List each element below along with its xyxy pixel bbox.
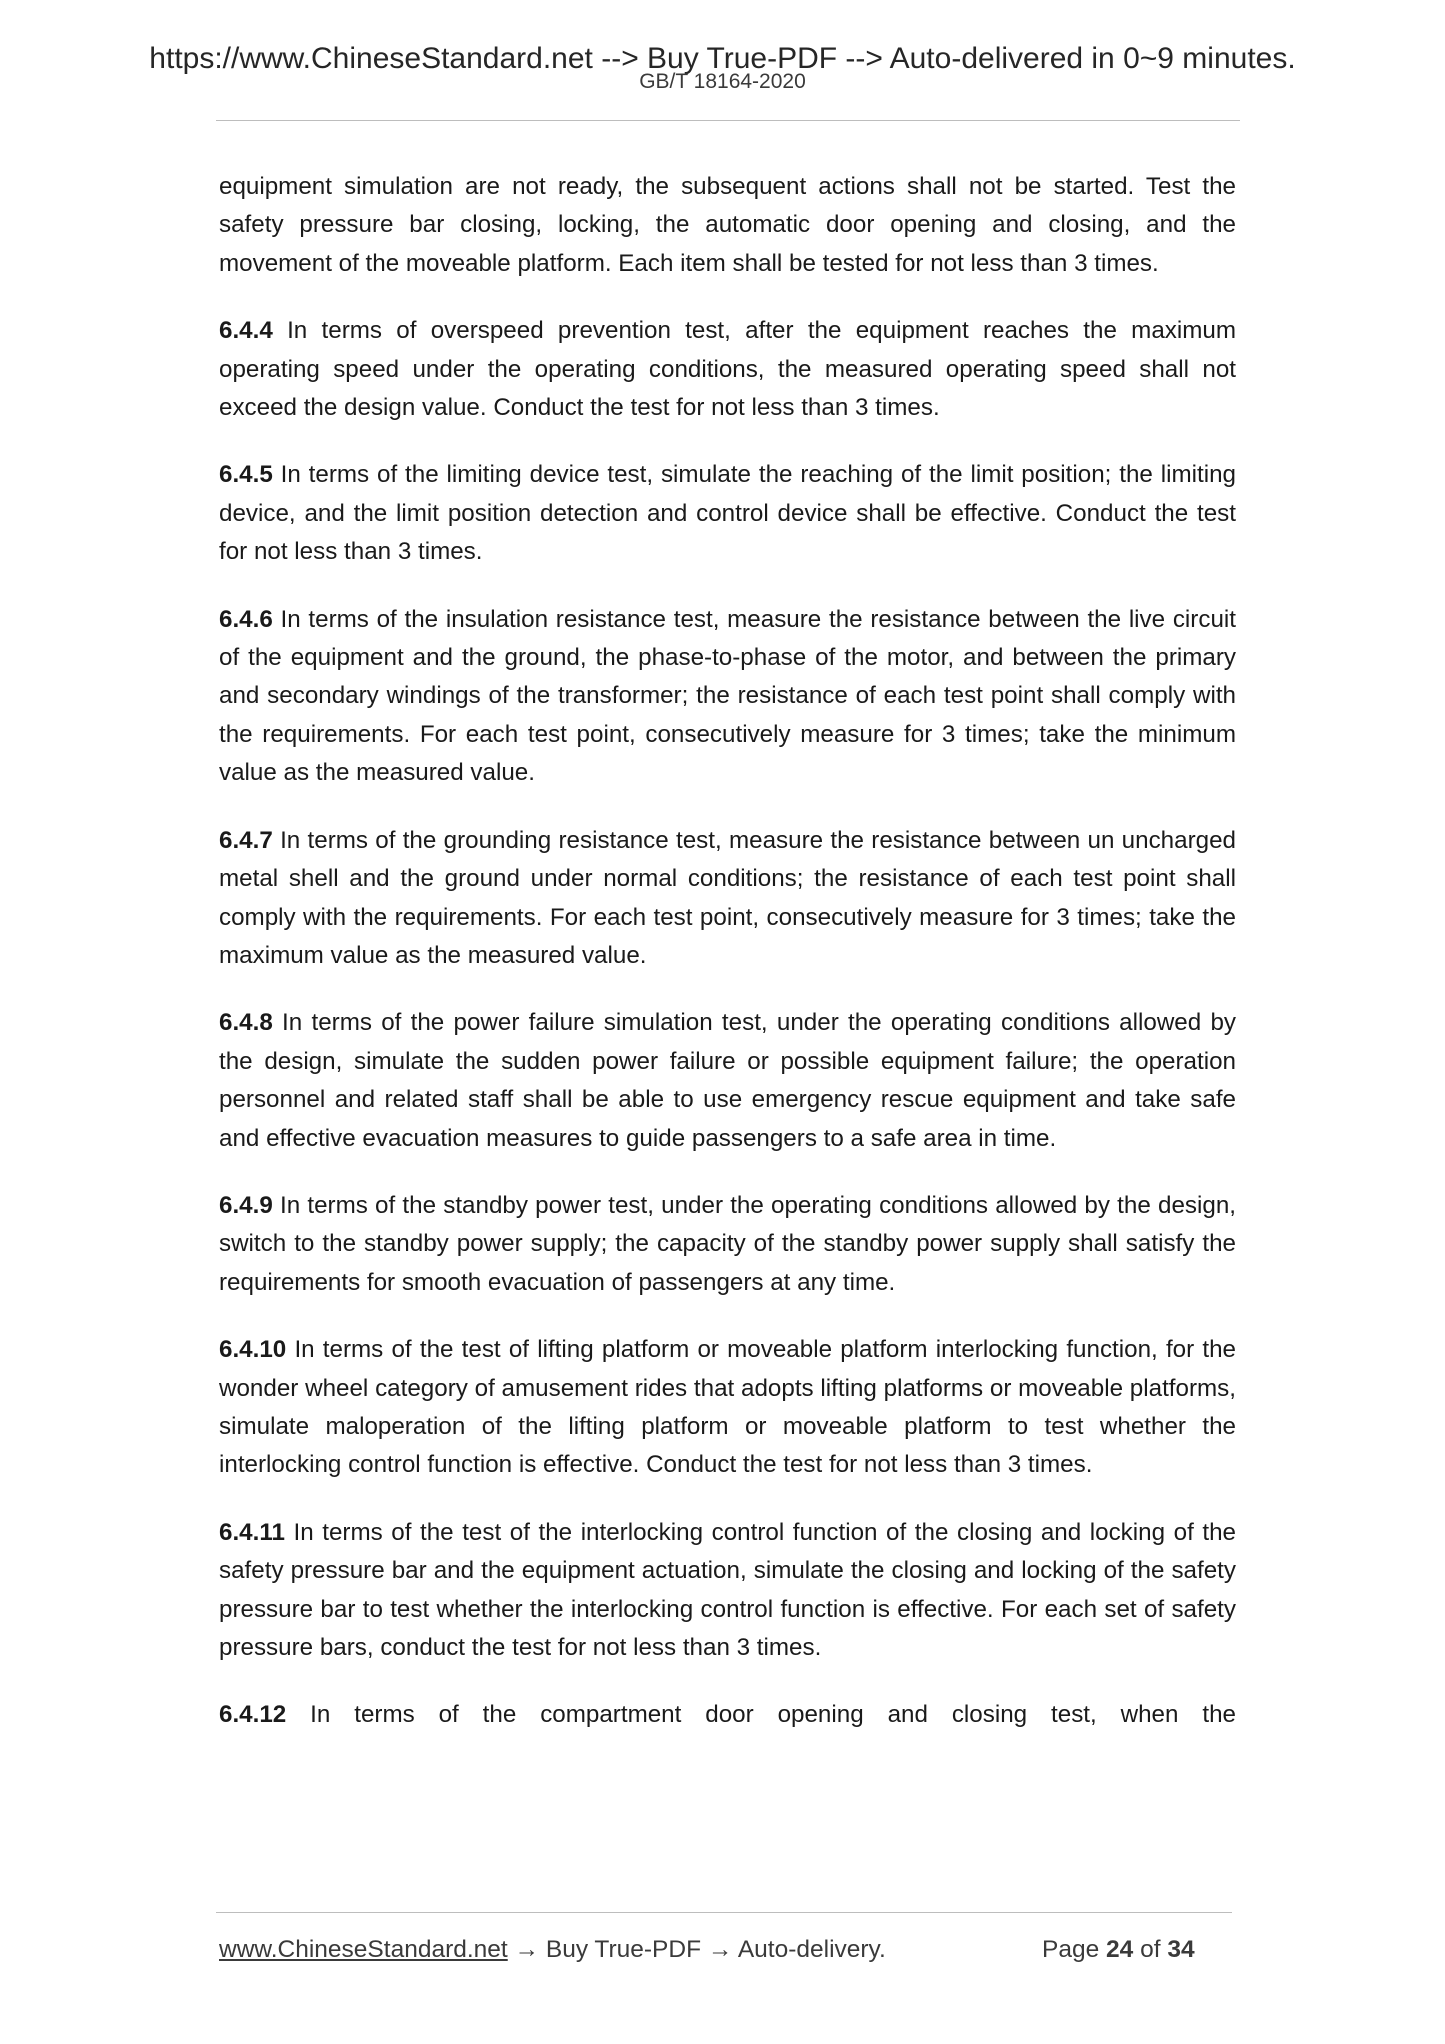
clause-number: 6.4.7 xyxy=(219,826,273,854)
clause-number: 6.4.10 xyxy=(219,1336,287,1364)
footer-source xyxy=(219,1935,886,1965)
clause-text: In terms of the test of the interlocking control function of the closing and locking of the safety pressure bar and the equipment actuation, simulate the closing and locking of the safety pressure bar to test whether the interlocking control function is effective. For each set of safety pressure bars, conduct the test for not less than 3 times. xyxy=(219,1518,1236,1661)
clause-number: 6.4.9 xyxy=(219,1191,273,1219)
paragraph-text: equipment simulation are not ready, the subsequent actions shall not be started. Test the safety pressure bar closing, locking, the automatic door opening and closing, and the movement of the moveable platform. Each item shall be tested for not less than 3 times. xyxy=(219,173,1236,277)
clause-6-4-4 xyxy=(219,312,1236,427)
footer-website-link[interactable]: www.ChineseStandard.net xyxy=(219,1936,508,1963)
clause-6-4-12 xyxy=(219,1696,1236,1734)
clause-6-4-8 xyxy=(219,1004,1236,1158)
source-banner: https://www.ChineseStandard.net --> Buy True-PDF --> Auto-delivered in 0~9 minutes. xyxy=(149,42,1296,75)
clause-6-4-7 xyxy=(219,822,1236,976)
clause-text: In terms of the grounding resistance test, measure the resistance between un uncharged metal shell and the ground under normal conditions; the resistance of each test point shall comply with the requirements. For each test point, consecutively measure for 3 times; take the maximum value as the measured value. xyxy=(219,826,1236,969)
clause-6-4-9 xyxy=(219,1187,1236,1302)
footer-divider xyxy=(216,1912,1232,1913)
clause-6-4-11 xyxy=(219,1514,1236,1668)
footer-tagline: → Buy True-PDF → Auto-delivery. xyxy=(507,1936,886,1963)
clause-6-4-6 xyxy=(219,601,1236,793)
header-divider xyxy=(216,120,1240,121)
page-of-label: of xyxy=(1140,1936,1161,1963)
page-number: 24 xyxy=(1106,1936,1134,1963)
document-body xyxy=(219,168,1236,1764)
clause-text: In terms of the test of lifting platform or moveable platform interlocking function, for the wonder wheel category of amusement rides that adopts lifting platforms or moveable platforms, simulate maloperation of the lifting platform or moveable platform to test whether the interlocking control function is effective. Conduct the test for not less than 3 times. xyxy=(219,1336,1236,1479)
clause-number: 6.4.12 xyxy=(219,1701,287,1729)
clause-number: 6.4.4 xyxy=(219,317,273,345)
page-total: 34 xyxy=(1167,1936,1195,1963)
document-code: GB/T 18164-2020 xyxy=(639,70,806,93)
clause-text: In terms of the standby power test, under the operating conditions allowed by the design, switch to the standby power supply; the capacity of the standby power supply shall satisfy the requirements for smooth evacuation of passengers at any time. xyxy=(219,1191,1236,1296)
clause-text: In terms of overspeed prevention test, after the equipment reaches the maximum operating speed under the operating conditions, the measured operating speed shall not exceed the design value. Conduct the test for not less than 3 times. xyxy=(219,317,1236,422)
clause-text: In terms of the limiting device test, simulate the reaching of the limit position; the limiting device, and the limit position detection and control device shall be effective. Conduct the test for not less than 3 times. xyxy=(219,461,1236,566)
clause-text: In terms of the power failure simulation test, under the operating conditions allowed by the design, simulate the sudden power failure or possible equipment failure; the operation personnel and related staff shall be able to use emergency rescue equipment and take safe and effective evacuation measures to guide passengers to a safe area in time. xyxy=(219,1009,1236,1152)
clause-text: In terms of the compartment door opening and closing test, when the xyxy=(286,1701,1236,1729)
clause-number: 6.4.5 xyxy=(219,461,273,489)
clause-number: 6.4.11 xyxy=(219,1518,285,1546)
clause-6-4-5 xyxy=(219,456,1236,571)
clause-6-4-10 xyxy=(219,1331,1236,1485)
page-indicator xyxy=(1042,1935,1195,1965)
paragraph-continuation xyxy=(219,168,1236,283)
page-label: Page xyxy=(1042,1936,1100,1963)
clause-number: 6.4.8 xyxy=(219,1009,273,1037)
clause-text: In terms of the insulation resistance test, measure the resistance between the live circuit of the equipment and the ground, the phase-to-phase of the motor, and between the primary and secondary windings of the transformer; the resistance of each test point shall comply with the requirements. For each test point, consecutively measure for 3 times; take the minimum value as the measured value. xyxy=(219,605,1236,787)
clause-number: 6.4.6 xyxy=(219,605,273,633)
